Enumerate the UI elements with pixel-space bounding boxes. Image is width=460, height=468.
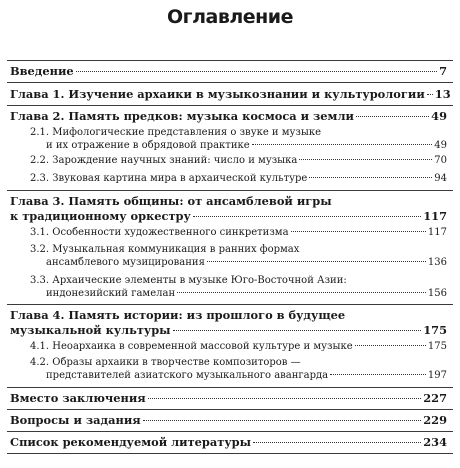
dot-leader — [309, 177, 432, 178]
section-divider — [7, 105, 453, 106]
toc-entry-label: представителей азиатского музыкального авангарда — [46, 370, 329, 382]
toc-entry-label: Введение — [10, 64, 74, 78]
dot-leader — [427, 94, 433, 95]
toc-entry-label: 3.1. Особенности художественного синкретизма — [30, 227, 289, 238]
section-divider — [7, 82, 453, 83]
dot-leader — [355, 345, 426, 346]
toc-entry-label: Образы архаики в творчестве композиторов — — [52, 357, 301, 368]
page-title: Оглавление — [167, 6, 293, 28]
toc-entry-label: к традиционному оркестру — [10, 209, 191, 223]
toc-entry-label: 2.3. Звуковая картина мира в архаической культуре — [30, 173, 308, 184]
toc-entry-label: Глава 2. Память предков: музыка космоса и земли — [10, 109, 354, 123]
toc-page-number: 175 — [427, 341, 447, 352]
toc-entry-label: Глава 1. Изучение архаики в музыкознании и культурологии — [10, 87, 425, 101]
toc-entry-label: 2.2. Зарождение научных знаний: число и музыка — [30, 155, 298, 166]
toc-page-number: 175 — [423, 323, 447, 337]
toc-entry-label: индонезийский гамелан — [46, 288, 176, 300]
toc-page-number: 117 — [423, 209, 447, 223]
toc-entry-chapter-4[interactable] — [10, 308, 447, 338]
section-divider — [7, 304, 453, 305]
toc-section-number: 3.3. — [30, 275, 50, 286]
toc-entry-introduction[interactable] — [10, 64, 447, 78]
toc-entry-section-3-3[interactable] — [30, 274, 447, 301]
toc-entry-chapter-2[interactable] — [10, 109, 447, 123]
toc-page-number: 156 — [427, 288, 447, 300]
toc-entry-chapter-1[interactable] — [10, 87, 451, 101]
toc-entry-section-3-2[interactable] — [30, 243, 447, 270]
toc-page-number: 117 — [427, 227, 447, 238]
toc-entry-section-3-1[interactable] — [30, 226, 447, 239]
section-divider — [7, 409, 453, 410]
dot-leader — [299, 159, 432, 160]
toc-page-number: 70 — [434, 155, 447, 166]
dot-leader — [177, 292, 426, 293]
toc-entry-section-2-2[interactable] — [30, 154, 447, 167]
toc-entry-chapter-3[interactable] — [10, 194, 447, 224]
toc-entry-label-line1 — [30, 126, 447, 139]
toc-page-number: 227 — [423, 391, 447, 405]
toc-entry-label: Музыкальная коммуникация в ранних формах — [52, 244, 300, 255]
toc-section-number: 2.1. — [30, 127, 50, 138]
toc-entry-label: ансамблевого музицирования — [46, 257, 205, 269]
toc-entry-label: и их отражение в обрядовой практике — [46, 140, 250, 152]
section-divider — [7, 190, 453, 191]
section-divider — [7, 60, 453, 61]
dot-leader — [330, 374, 426, 375]
toc-entry-label-line1 — [30, 274, 447, 287]
toc-section-number: 2.2. — [30, 155, 50, 166]
toc-section-number: 2.3. — [30, 173, 50, 184]
dot-leader — [207, 261, 426, 262]
toc-entry-bibliography[interactable] — [10, 435, 447, 449]
toc-section-number: 4.2. — [30, 357, 50, 368]
toc-entry-label: Вопросы и задания — [10, 413, 141, 427]
section-divider — [7, 453, 453, 454]
toc-page-number: 136 — [427, 257, 447, 269]
toc-page-number: 13 — [434, 87, 451, 101]
toc-entry-section-4-2[interactable] — [30, 356, 447, 383]
toc-entry-label: Вместо заключения — [10, 391, 146, 405]
toc-page-number: 49 — [431, 109, 447, 123]
toc-entry-label-line1: Глава 3. Память общины: от ансамблевой игры — [10, 194, 332, 208]
toc-entry-label: Список рекомендуемой литературы — [10, 435, 251, 449]
toc-page-number: 94 — [434, 173, 447, 184]
toc-entry-section-4-1[interactable] — [30, 340, 447, 353]
dot-leader — [253, 442, 421, 443]
toc-page-number: 49 — [434, 140, 447, 152]
toc-entry-section-2-3[interactable] — [30, 172, 447, 185]
toc-page-number: 234 — [423, 435, 447, 449]
section-divider — [7, 387, 453, 388]
toc-page-number: 229 — [423, 413, 447, 427]
toc-entry-section-2-1[interactable] — [30, 126, 447, 153]
dot-leader — [356, 116, 429, 117]
dot-leader — [252, 144, 433, 145]
dot-leader — [148, 398, 422, 399]
dot-leader — [173, 330, 422, 331]
dot-leader — [76, 71, 437, 72]
toc-page-number: 7 — [439, 64, 447, 78]
toc-entry-conclusion[interactable] — [10, 391, 447, 405]
toc-page-number: 197 — [427, 370, 447, 382]
toc-entry-label: 4.1. Неоархаика в современной массовой культуре и музыке — [30, 341, 353, 352]
toc-section-number: 3.1. — [30, 227, 50, 238]
section-divider — [7, 431, 453, 432]
dot-leader — [291, 231, 426, 232]
toc-entry-questions[interactable] — [10, 413, 447, 427]
toc-entry-label-line1 — [30, 356, 447, 369]
dot-leader — [143, 420, 422, 421]
toc-entry-label-line1 — [30, 243, 447, 256]
toc-entry-label: Мифологические представления о звуке и музыке — [52, 127, 322, 138]
toc-entry-label-line1: Глава 4. Память истории: из прошлого в будущее — [10, 308, 346, 322]
toc-entry-label: музыкальной культуры — [10, 323, 171, 337]
toc-section-number: 3.2. — [30, 244, 50, 255]
toc-entry-label: Архаические элементы в музыке Юго-Восточной Азии: — [52, 275, 347, 286]
toc-section-number: 4.1. — [30, 341, 50, 352]
dot-leader — [193, 216, 421, 217]
